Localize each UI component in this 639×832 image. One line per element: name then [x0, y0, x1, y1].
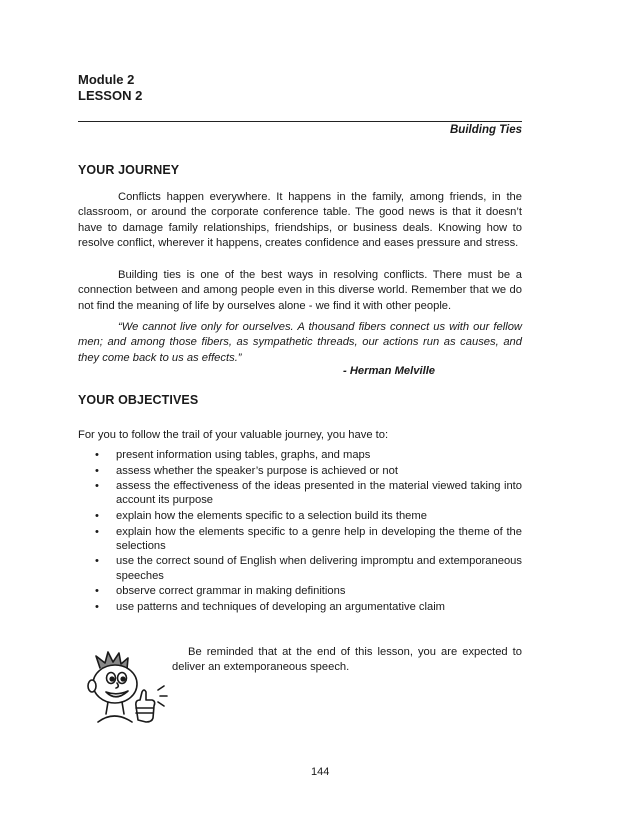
reminder-note: Be reminded that at the end of this lesson, you are expected to deliver an extemporaneous speech.	[172, 646, 522, 674]
document-page	[78, 0, 522, 832]
page-number: 144	[311, 766, 330, 778]
lesson-title: Building Ties	[450, 124, 522, 136]
objectives-heading: YOUR OBJECTIVES	[78, 393, 199, 407]
objective-item: • explain how the elements specific to a genre help in developing the theme of the selections	[95, 525, 522, 552]
objective-item: • observe correct grammar in making definitions	[95, 585, 346, 598]
journey-heading: YOUR JOURNEY	[78, 163, 180, 177]
objective-item: • present information using tables, graphs, and maps	[95, 449, 371, 461]
objective-item: • assess the effectiveness of the ideas presented in the material viewed taking into account its purpose	[95, 480, 522, 507]
objective-item: • use patterns and techniques of developing an argumentative claim	[95, 600, 445, 613]
bullet-icon: •	[95, 449, 99, 461]
module-header	[78, 72, 142, 104]
journey-paragraph-1: Conflicts happen everywhere. It happens in the family, among friends, in the classroom, or around the corporate conference table. The good news is that it doesn’t have to damage family relationships, friendships, or business deals. Knowing how to resolve conflict, wherever it happens, creates confidence and eases pressure and stress.	[78, 191, 522, 250]
objectives-list	[78, 448, 522, 615]
objectives-intro: For you to follow the trail of your valuable journey, you have to:	[78, 429, 389, 441]
bullet-icon: •	[95, 555, 99, 568]
cartoon-boy-thumbs-up-icon	[78, 648, 170, 729]
bullet-icon: •	[95, 585, 99, 598]
bullet-icon: •	[95, 525, 99, 538]
module-label: Module 2	[78, 72, 135, 87]
objective-item: • explain how the elements specific to a selection build its theme	[95, 509, 427, 522]
objective-item: • assess whether the speaker’s purpose is achieved or not	[95, 464, 398, 477]
bullet-icon: •	[95, 480, 99, 493]
lesson-label: LESSON 2	[78, 88, 143, 103]
objective-item: • use the correct sound of English when delivering impromptu and extemporaneous speeches	[95, 555, 522, 582]
bullet-icon: •	[95, 464, 99, 477]
melville-quote: “We cannot live only for ourselves. A thousand fibers connect us with our fellow men; and among those fibers, as sympathetic threads, our actions run as causes, and they come back to us as effects.”	[78, 321, 522, 364]
bullet-icon: •	[95, 600, 99, 613]
header-rule	[78, 121, 522, 122]
bullet-icon: •	[95, 509, 99, 522]
quote-attribution: - Herman Melville	[343, 365, 436, 377]
journey-paragraph-2: Building ties is one of the best ways in resolving conflicts. There must be a connection between and among people even in this diverse world. Remember that we do not find the meaning of life by ourselves alone - we find it with other people.	[78, 269, 522, 312]
